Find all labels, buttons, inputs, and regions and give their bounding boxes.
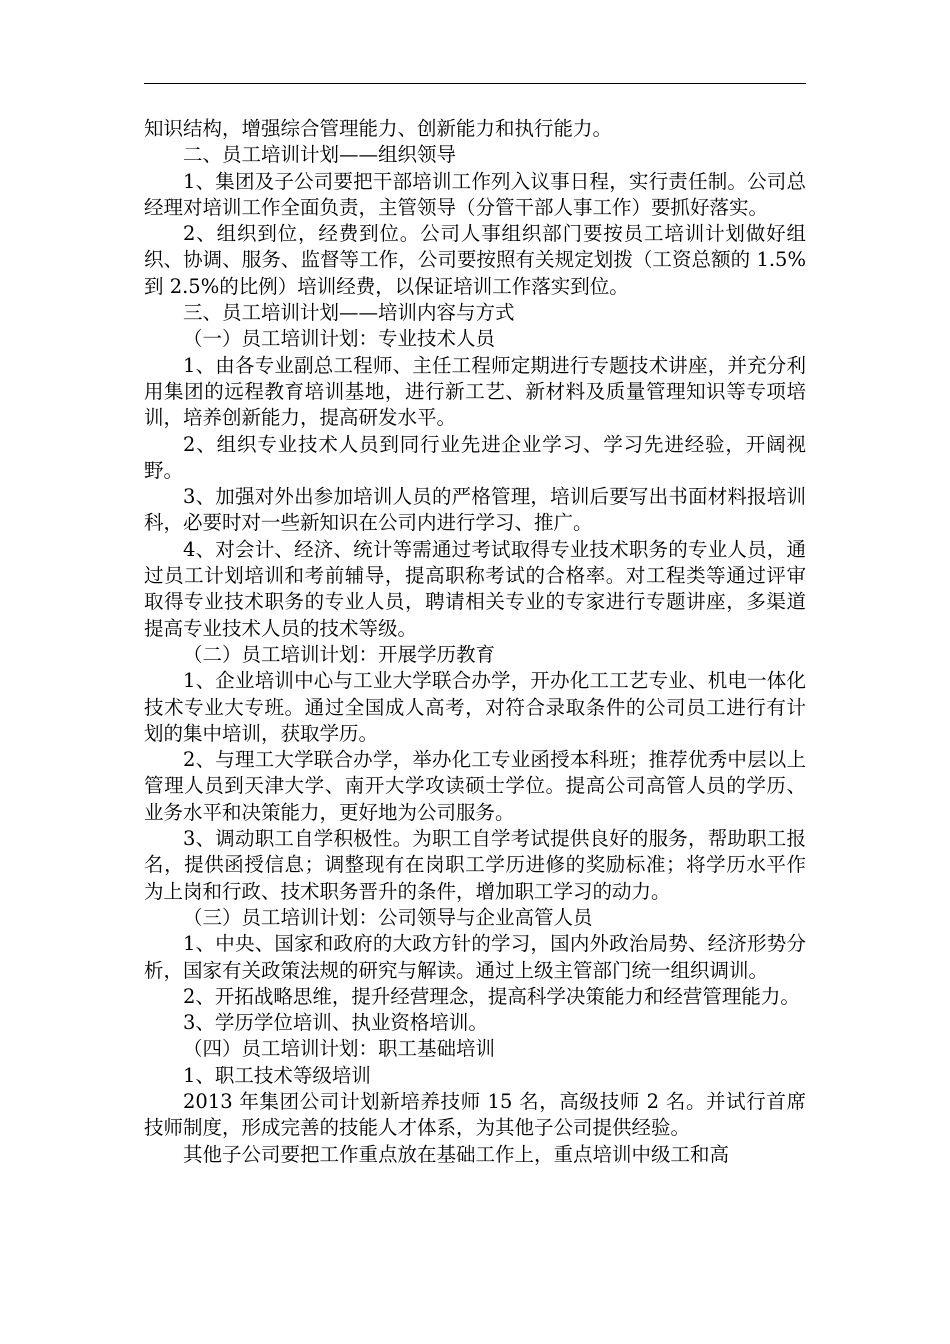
section-heading-content-methods: 三、员工培训计划——培训内容与方式 [183, 301, 515, 325]
paragraph: 2、与理工大学联合办学，举办化工专业函授本科班；推荐优秀中层以上管理人员到天津大学、南开大学攻读硕士学位。提高公司高管人员的学历、业务水平和决策能力，更好地为公司服务。 [144, 748, 806, 824]
subsection-heading-education: （二）员工培训计划：开展学历教育 [183, 642, 496, 666]
paragraph: 2、组织到位，经费到位。公司人事组织部门要按员工培训计划做好组织、协调、服务、监督等工作，公司要按照有关规定划拨（工资总额的 1.5%到 2.5%的比例）培训经费，以保证培训工作落实到位。 [144, 222, 806, 298]
item-heading-skill-level: 1、职工技术等级培训 [183, 1063, 371, 1087]
paragraph: 3、加强对外出参加培训人员的严格管理，培训后要写出书面材料报培训科，必要时对一些新知识在公司内进行学习、推广。 [144, 485, 806, 535]
header-rule [144, 83, 806, 84]
paragraph: 2、组织专业技术人员到同行业先进企业学习、学习先进经验，开阔视野。 [144, 432, 806, 482]
paragraph: 其他子公司要把工作重点放在基础工作上，重点培训中级工和高 [183, 1142, 730, 1166]
paragraph: 1、中央、国家和政府的大政方针的学习，国内外政治局势、经济形势分析，国家有关政策法规的研究与解读。通过上级主管部门统一组织调训。 [144, 932, 806, 982]
subsection-heading-leadership: （三）员工培训计划：公司领导与企业高管人员 [183, 905, 593, 929]
section-heading-organization: 二、员工培训计划——组织领导 [183, 143, 457, 167]
paragraph: 2013 年集团公司计划新培养技师 15 名，高级技师 2 名。并试行首席技师制度，形成完善的技能人才体系，为其他子公司提供经验。 [144, 1089, 806, 1140]
subsection-heading-basic-training: （四）员工培训计划：职工基础培训 [183, 1037, 496, 1061]
paragraph: 1、企业培训中心与工业大学联合办学，开办化工工艺专业、机电一体化技术专业大专班。通过全国成人高考，对符合录取条件的公司员工进行有计划的集中培训，获取学历。 [144, 669, 806, 745]
paragraph: 2、开拓战略思维，提升经营理念，提高科学决策能力和经营管理能力。 [183, 984, 800, 1008]
paragraph-continuation: 知识结构，增强综合管理能力、创新能力和执行能力。 [144, 117, 613, 140]
paragraph: 1、集团及子公司要把干部培训工作列入议事日程，实行责任制。公司总经理对培训工作全面负责，主管领导（分管干部人事工作）要抓好落实。 [144, 169, 806, 219]
paragraph: 3、学历学位培训、执业资格培训。 [183, 1011, 488, 1035]
paragraph: 3、调动职工自学积极性。为职工自学考试提供良好的服务，帮助职工报名，提供函授信息；调整现有在岗职工学历进修的奖励标准；将学历水平作为上岗和行政、技术职务晋升的条件，增加职工学习的动力。 [144, 827, 806, 903]
subsection-heading-technical-staff: （一）员工培训计划：专业技术人员 [183, 327, 496, 351]
document-body [144, 116, 806, 1168]
paragraph: 1、由各专业副总工程师、主任工程师定期进行专题技术讲座，并充分利用集团的远程教育培训基地，进行新工艺、新材料及质量管理知识等专项培训，培养创新能力，提高研发水平。 [144, 353, 806, 430]
paragraph: 4、对会计、经济、统计等需通过考试取得专业技术职务的专业人员，通过员工计划培训和考前辅导，提高职称考试的合格率。对工程类等通过评审取得专业技术职务的专业人员，聘请相关专业的专家进行专题讲座，多渠道提高专业技术人员的技术等级。 [144, 537, 806, 640]
